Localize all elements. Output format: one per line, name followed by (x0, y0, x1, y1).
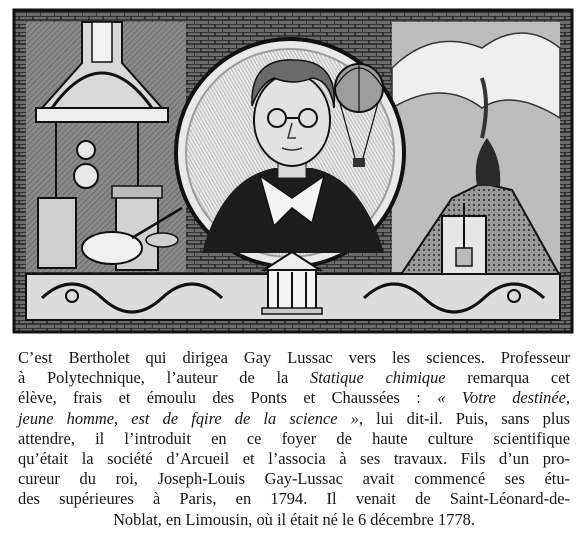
caption-line-5: attendre, il l’introduit en ce foyer de haute culture scientifique (18, 428, 570, 448)
engraving-illustration (12, 8, 574, 334)
caption-line-3 (18, 388, 570, 408)
caption-text: à Polytechnique, l’auteur de la (18, 368, 311, 388)
caption-line-9: Noblat, en Limousin, où il était né le 6 décembre 1778. (113, 509, 475, 529)
caption-text: remarqua cet (445, 368, 570, 388)
quotation: « Votre destinée, (437, 388, 570, 408)
caption-line-8: des supérieures à Paris, en 1794. Il venait de Saint-Léonard-de- (18, 489, 570, 509)
caption-line-2 (18, 368, 570, 388)
book-title: Statique chimique (310, 368, 446, 388)
caption-line-7: cureur du roi, Joseph-Louis Gay-Lussac avait commencé ses étu- (18, 469, 570, 489)
caption-text: élève, frais et émoulu des Ponts et Chaussées : (18, 388, 438, 408)
caption-text: , lui dit-il. Puis, sans plus (358, 408, 570, 428)
caption-paragraph (18, 348, 570, 530)
caption-line-1: C’est Bertholet qui dirigea Gay Lussac vers les sciences. Professeur (18, 348, 570, 367)
quotation: jeune homme, est de fqire de la science » (18, 408, 359, 428)
caption-line-6: qu’était la société d’Arcueil et l’associa à ses travaux. Fils d’un pro- (18, 449, 570, 469)
caption-line-4 (18, 409, 570, 429)
